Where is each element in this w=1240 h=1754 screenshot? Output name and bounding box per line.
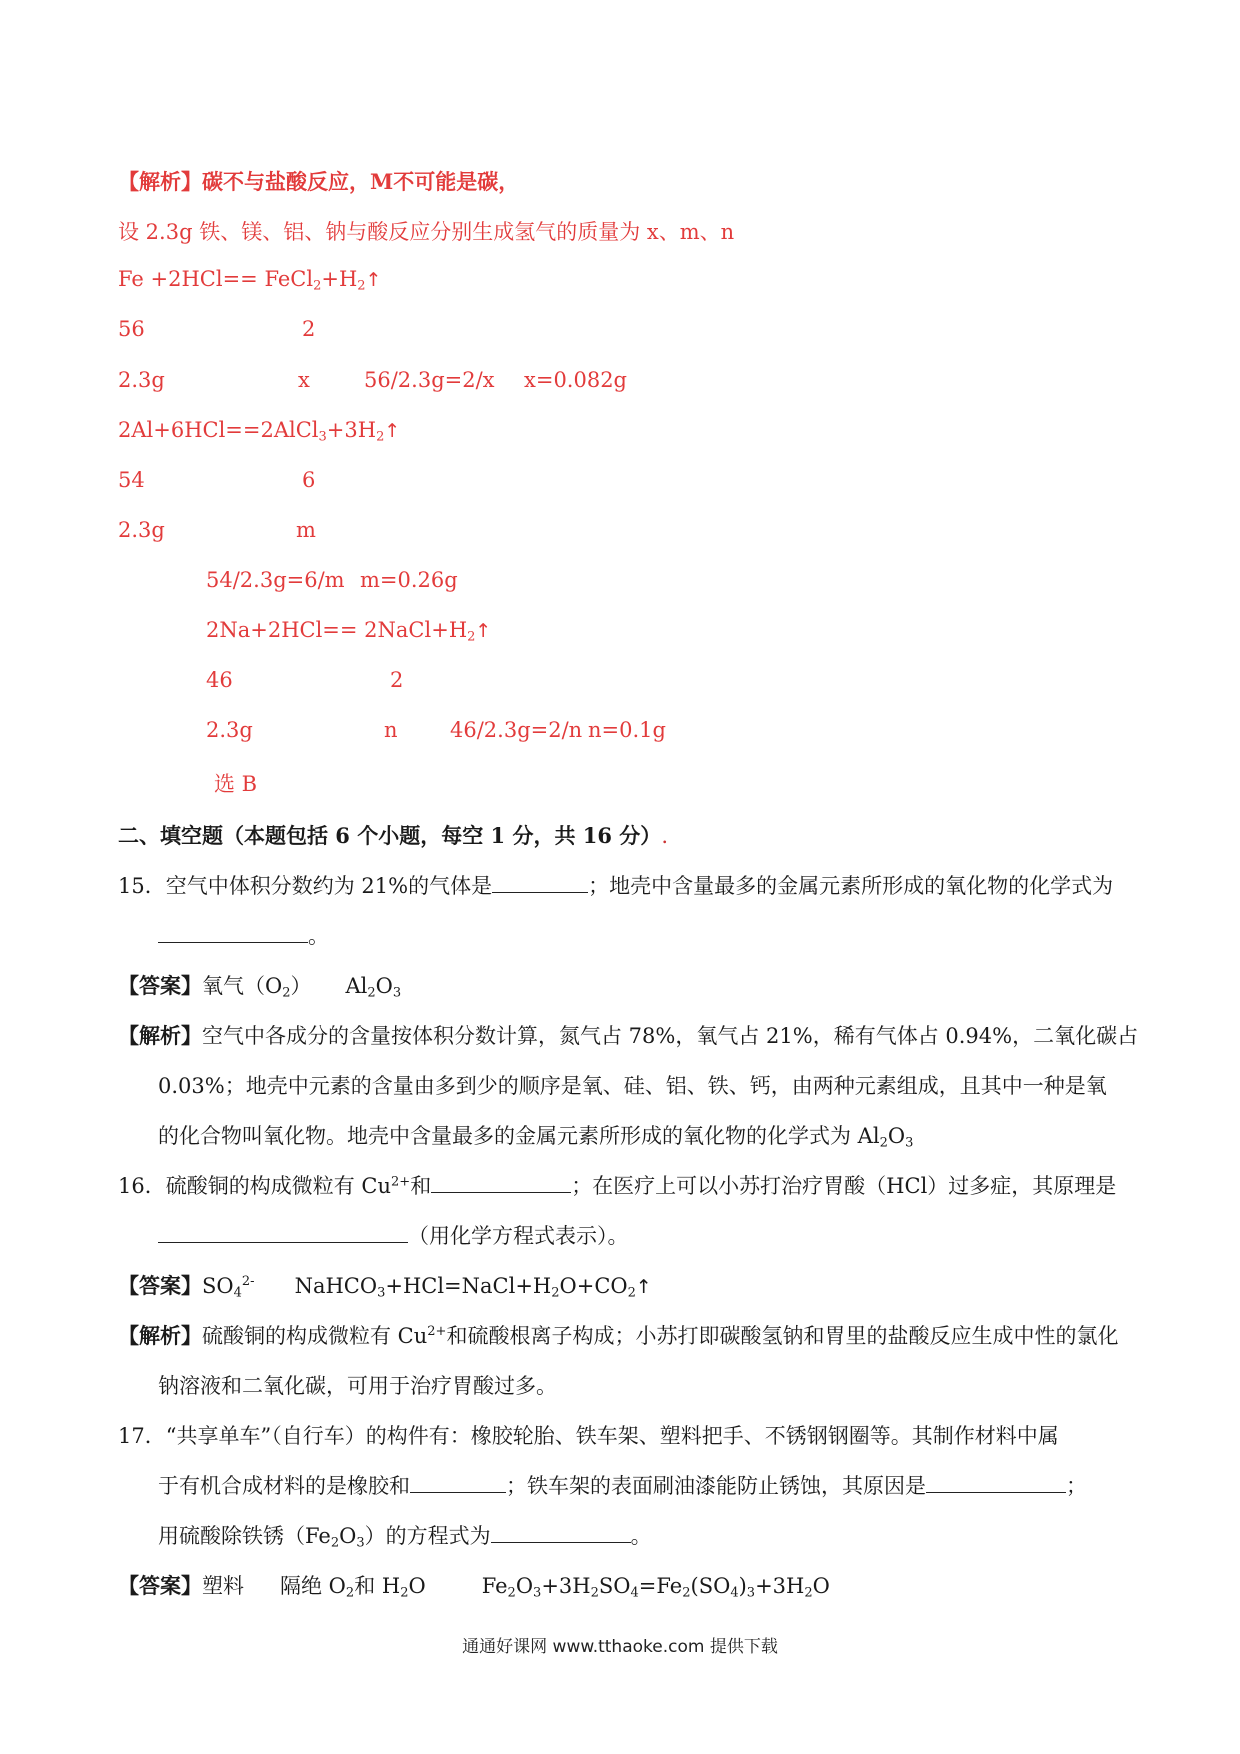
page-footer: 通通好课网 www.tthaoke.com 提供下载 [462,1637,778,1657]
al-ratio-row-1b: 6 [302,468,316,492]
na-ratio-row-2: 2.3g [206,718,253,742]
analysis-line-1 [118,166,519,196]
al-ratio-row-1: 54 [118,468,145,492]
analysis-16-line-2: 钠溶液和二氧化碳，可用于治疗胃酸过多。 [158,1374,557,1398]
analysis-16-line-1: 【解析】硫酸铜的构成微粒有 $Cu^{2+}$和硫酸根离子构成；小苏打即碳酸氢钠和胃里的盐酸反应生成中性的氯化 [118,1323,1119,1348]
choice: 选 B [214,772,258,796]
analysis-15-line-2: 0.03%；地壳中元素的含量由多到少的顺序是氧、硅、铝、铁、钙，由两种元素组成，且其中一种是氧 [158,1074,1107,1098]
up-arrow-icon: ↑ [475,620,492,642]
na-ratio-row-1b: 2 [390,668,404,692]
analysis-15-line-3: 的化合物叫氧化物。地壳中含量最多的金属元素所形成的氧化物的化学式为 $Al_2O_3$ [158,1124,914,1151]
fe-ratio-row-2: 2.3g [118,368,165,392]
section-heading: 二、填空题（本题包括 6 个小题，每空 1 分，共 16 分）. [118,823,668,848]
answer-blank[interactable] [491,1520,631,1543]
question-15: 15．空气中体积分数约为 21%的气体是 ；地壳中含量最多的金属元素所形成的氧化物的化学式为 [118,870,1113,900]
fe-ratio-row-1b: 2 [302,317,316,341]
fe-result: x=0.082g [524,368,628,392]
question-17: 17．“共享单车”（自行车）的构件有：橡胶轮胎、铁车架、塑料把手、不锈钢钢圈等。其制作材料中属 [118,1424,1059,1448]
question-16: 16．硫酸铜的构成微粒有 $Cu^{2+}$和 ；在医疗上可以小苏打治疗胃酸（HCl）过多症，其原理是 [118,1170,1116,1200]
answer-16: 【答案】$SO_4^{2-}$ $NaHCO_3+HCl=NaCl+H_2O+CO_2↑$ [118,1273,652,1301]
up-arrow-icon: ↑ [384,420,401,442]
answer-blank[interactable] [410,1470,506,1493]
answer-17: 【答案】塑料 隔绝 $O_2$和 $H_2O$ $Fe_2O_3+3H_2SO_4=Fe_2(SO_4)_3+3H_2O$ [118,1573,830,1601]
analysis-tag: 【解析】 [118,169,202,194]
up-arrow-icon: ↑ [635,1276,652,1298]
na-result: n=0.1g [588,718,666,742]
na-proportion: 46/2.3g=2/n [450,718,583,742]
na-ratio-row-1: 46 [206,668,233,692]
fe-var: x [298,368,310,392]
al-proportion: 54/2.3g=6/m [206,568,345,592]
al-var: m [296,518,316,542]
answer-blank[interactable] [158,1220,408,1243]
question-17-line-2: 于有机合成材料的是橡胶和 ；铁车架的表面刷油漆能防止锈蚀，其原因是 ； [158,1470,1087,1500]
answer-15: 【答案】氧气$(O_2)$ $Al_2O_3$ [118,973,402,1001]
up-arrow-icon: ↑ [365,269,382,291]
fe-ratio-row-1: 56 [118,317,145,341]
answer-blank[interactable] [492,870,588,893]
analysis-text: 碳不与盐酸反应，M不可能是碳， [202,169,520,194]
answer-blank[interactable] [158,920,308,943]
al-result: m=0.26g [360,568,458,592]
analysis-line-2 [118,216,734,246]
fe-proportion: 56/2.3g=2/x [364,368,495,392]
fe-equation: $Fe +2HCl== FeCl_2+H_2↑$ [118,267,382,294]
answer-blank[interactable] [431,1170,571,1193]
na-equation: $2Na+2HCl== 2NaCl+H_2↑$ [206,618,492,645]
al-ratio-row-2: 2.3g [118,518,165,542]
question-17-line-3: 用硫酸除铁锈$(Fe_2O_3)$的方程式为 。 [158,1520,652,1550]
analysis-setup: 设 2.3g 铁、镁、铝、钠与酸反应分别生成氢气的质量为 x、m、n [118,220,735,244]
al-equation: $2Al+6HCl==2AlCl_3+3H_2↑$ [118,418,401,445]
answer-blank[interactable] [926,1470,1066,1493]
question-15-line-2: 。 [158,920,329,950]
question-16-line-2: （用化学方程式表示）。 [158,1220,629,1250]
analysis-15-line-1: 【解析】空气中各成分的含量按体积分数计算，氮气占 78%，氧气占 21%，稀有气体占 0.94%，二氧化碳占 [118,1023,1139,1048]
na-var: n [384,718,398,742]
